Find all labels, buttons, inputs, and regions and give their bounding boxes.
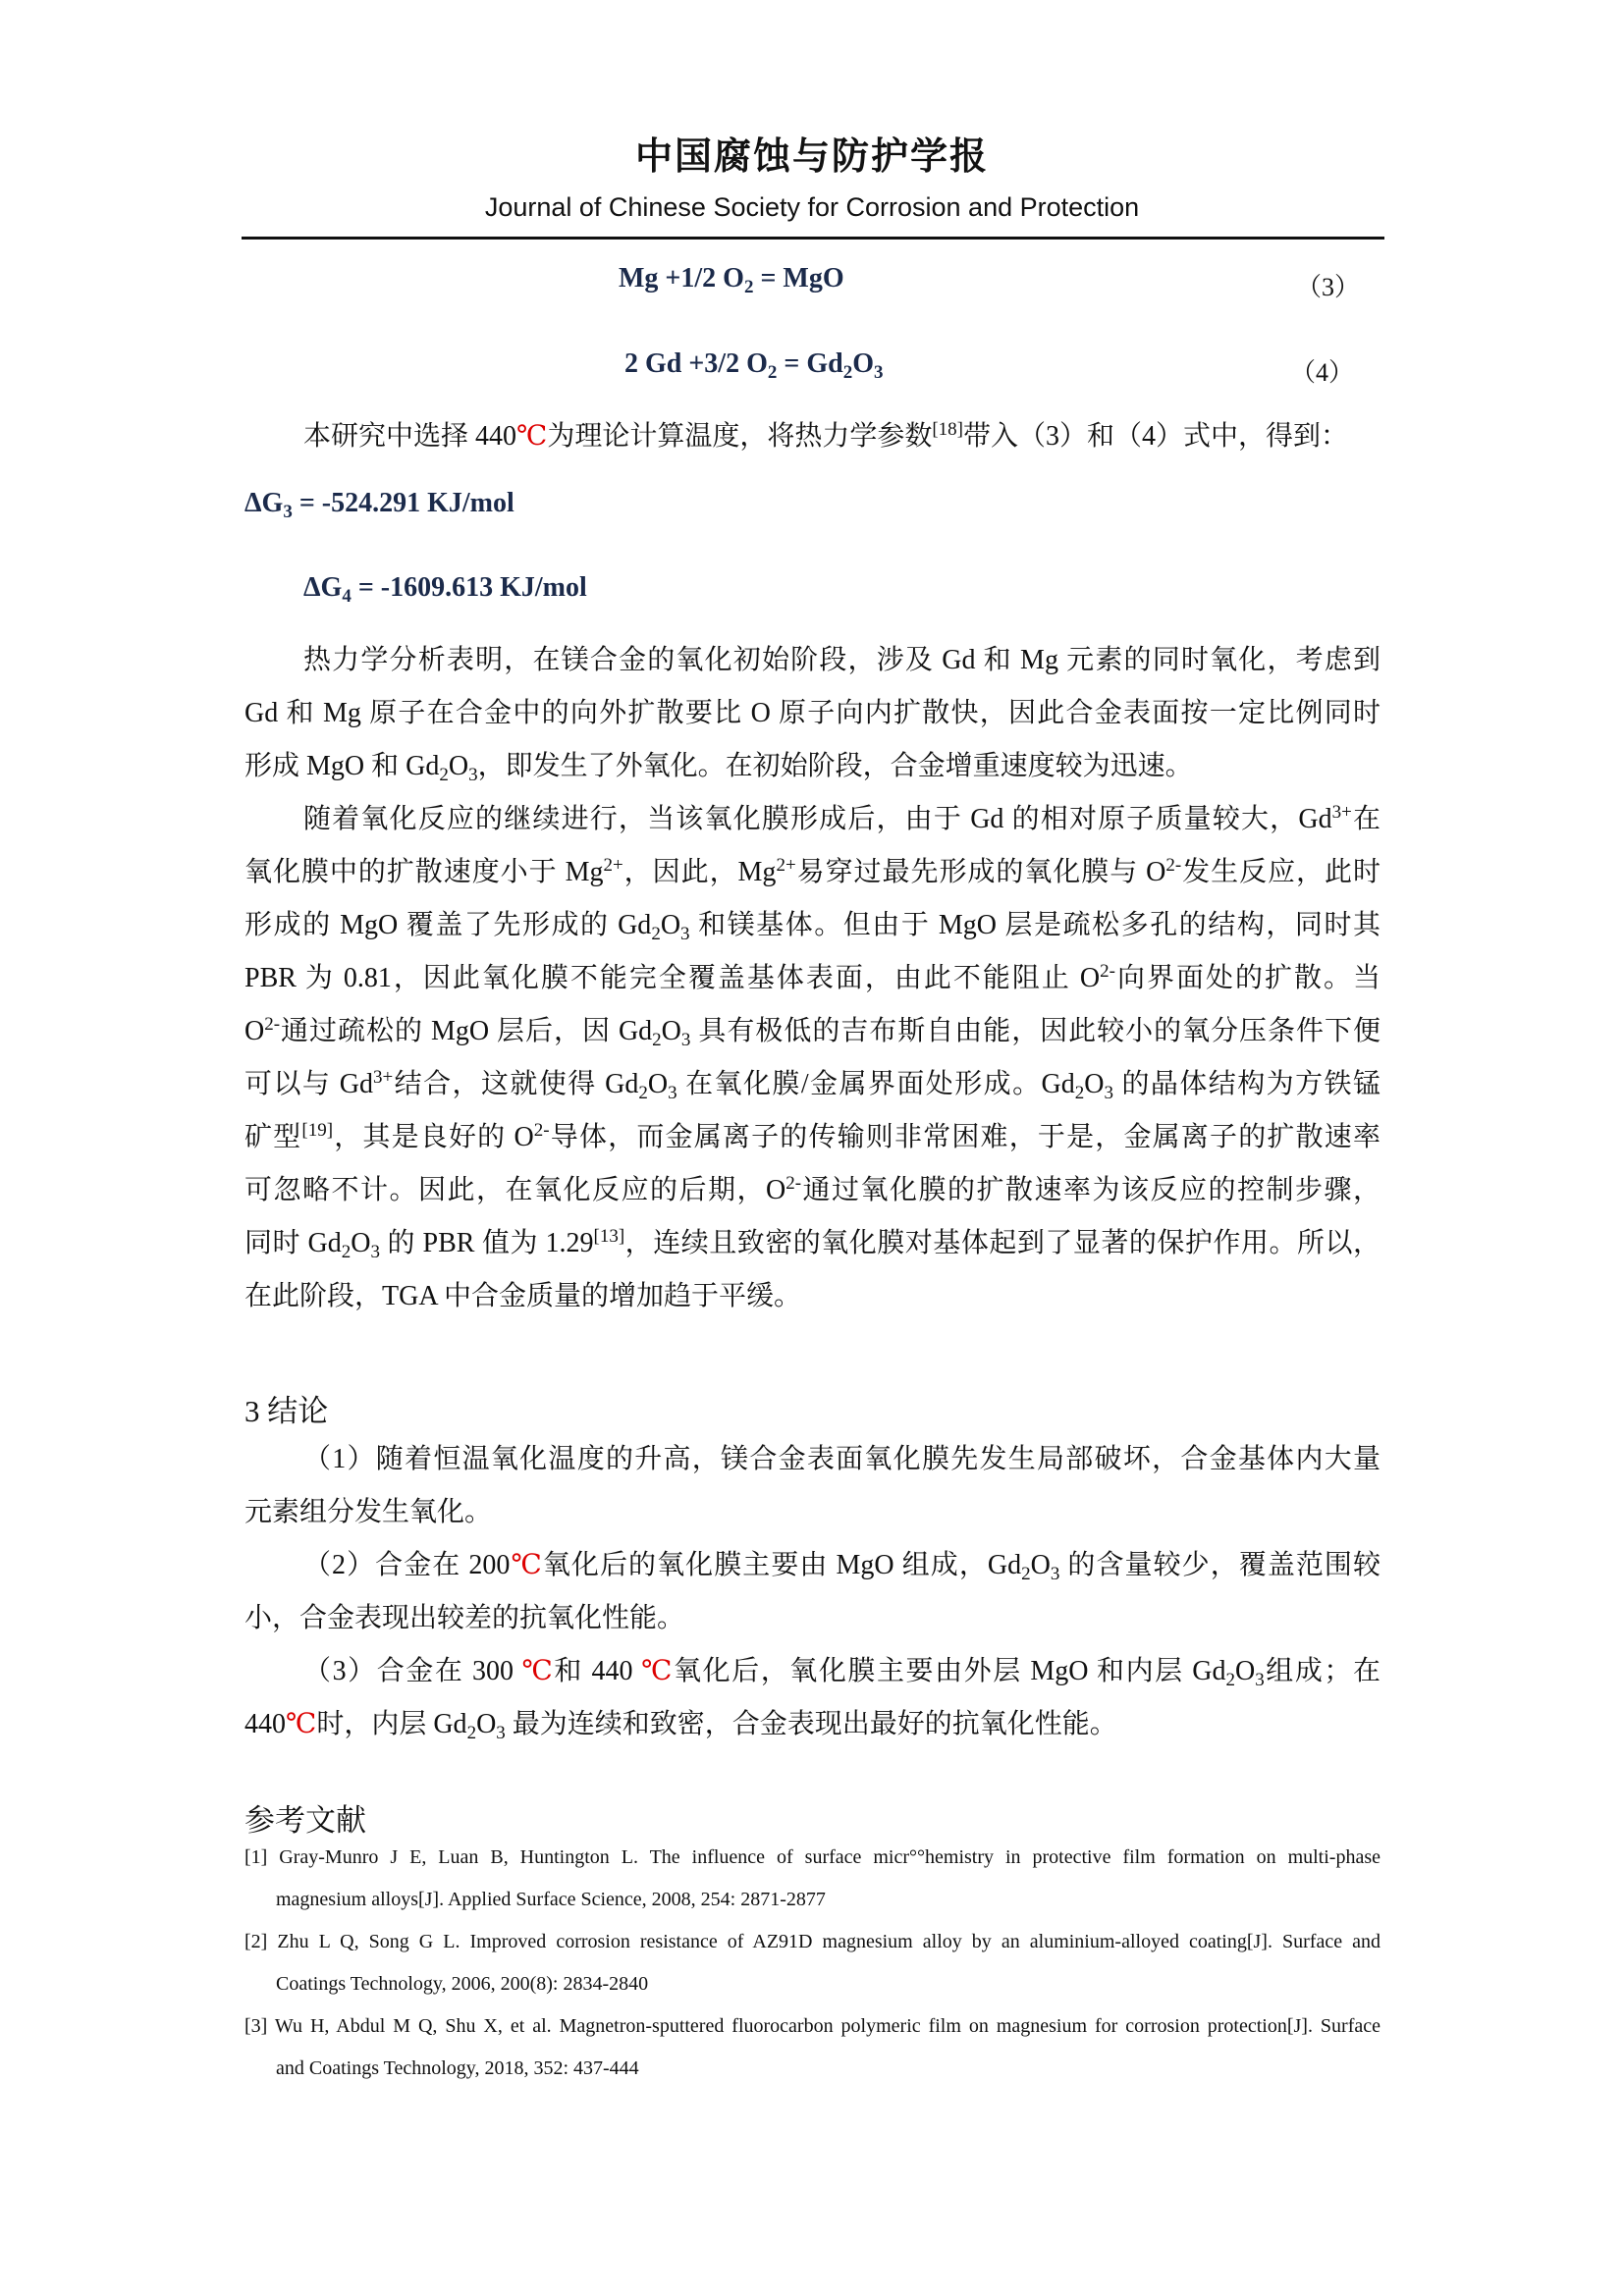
intro-paragraph	[244, 410, 1380, 463]
text-line	[244, 687, 1380, 740]
text-line	[244, 1164, 1380, 1217]
text-line	[244, 634, 1380, 687]
reference-item-3: [3] Wu H, Abdul M Q, Shu X, et al. Magnetron-sputtered fluorocarbon polymeric film on magnesium for corrosion protection[J]. Surface	[244, 2015, 1380, 2037]
text-line	[244, 1698, 1380, 1751]
text-run: O	[647, 1069, 669, 1099]
text-run: 在	[1351, 804, 1380, 834]
text-run: 氧化后，氧化膜主要由外层 MgO 和内层 Gd	[674, 1656, 1226, 1686]
sup-text: 2-	[533, 1120, 550, 1141]
text-run: O	[1084, 1069, 1105, 1099]
reference-item-1: [1] Gray-Munro J E, Luan B, Huntington L. The influence of surface micr°°hemistry in protective film formation on multi-phase	[244, 1846, 1380, 1868]
text-run: = -1609.613 KJ/mol	[351, 572, 587, 603]
text-run: O	[1030, 1550, 1051, 1580]
reference-item-2: [2] Zhu L Q, Song G L. Improved corrosion resistance of AZ91D magnesium alloy by an aluminium-alloyed coating[J]. Surface and	[244, 1931, 1380, 1952]
text-line	[244, 1217, 1380, 1270]
text-run: O	[1234, 1656, 1256, 1686]
text-run: O	[660, 910, 681, 940]
text-run: 带入（3）和（4）式中，得到：	[963, 421, 1349, 452]
sub-text: 3	[1050, 1564, 1060, 1584]
sub-text: 3	[468, 765, 478, 785]
sub-text: 2	[439, 765, 449, 785]
sup-text: 2-	[1100, 961, 1115, 982]
text-line	[244, 1433, 1380, 1486]
sup-text: 2-	[785, 1173, 802, 1194]
degree-symbol: ℃	[510, 1550, 543, 1580]
sub-text: 3	[496, 1723, 506, 1743]
text-line	[244, 1111, 1380, 1164]
text-run: ，即发生了外氧化。在初始阶段，合金增重速度较为迅速。	[477, 751, 1193, 781]
sub-text: 2	[651, 924, 661, 944]
sup-text: 2-	[264, 1014, 281, 1035]
text-run: 和 440	[554, 1656, 642, 1686]
sup-text: [18]	[932, 419, 964, 440]
text-run: 的 PBR 值为 1.29	[380, 1228, 594, 1258]
sub-text: 2	[842, 362, 853, 383]
text-run: 和镁基体。但由于 MgO 层是疏松多孔的结构，同时其	[689, 910, 1380, 940]
text-run: O	[476, 1709, 497, 1739]
text-run: O	[661, 1016, 681, 1046]
text-run: （1）随着恒温氧化温度的升高，镁合金表面氧化膜先发生局部破坏，合金基体内大量	[303, 1444, 1380, 1474]
text-run: Gd 和 Mg 原子在合金中的向外扩散要比 O 原子向内扩散快，因此合金表面按一定比例同时	[244, 698, 1380, 728]
text-run: 可以与 Gd	[244, 1069, 373, 1099]
text-run: 随着氧化反应的继续进行，当该氧化膜形成后，由于 Gd 的相对原子质量较大，Gd	[303, 804, 1332, 834]
text-run: 在氧化膜/金属界面处形成。Gd	[677, 1069, 1075, 1099]
text-run: 在此阶段，TGA 中合金质量的增加趋于平缓。	[244, 1281, 802, 1311]
text-run: 小，合金表现出较差的抗氧化性能。	[244, 1603, 685, 1633]
text-run: 2 Gd +3/2 O	[624, 348, 768, 379]
sub-text: 3	[680, 924, 690, 944]
sub-text: 3	[1104, 1083, 1114, 1103]
equation-3-number: （3）	[1296, 273, 1361, 301]
text-line	[244, 1539, 1380, 1592]
sub-text: 3	[668, 1083, 677, 1103]
text-run: 氧化后的氧化膜主要由 MgO 组成，Gd	[542, 1550, 1022, 1580]
text-line	[244, 899, 1380, 952]
text-run: 通过疏松的 MgO 层后，因 Gd	[280, 1016, 653, 1046]
degree-symbol: ℃	[286, 1709, 317, 1739]
text-run: 发生反应，此时	[1181, 857, 1380, 887]
sub-text: 4	[342, 586, 352, 607]
sup-text: 2+	[776, 855, 796, 876]
text-line	[244, 1645, 1380, 1698]
sub-text: 2	[1225, 1670, 1235, 1690]
text-run: （3）合金在 300	[303, 1656, 522, 1686]
sup-text: 3+	[1331, 802, 1352, 823]
text-run: ，其是良好的 O	[333, 1122, 534, 1152]
delta-g3-result	[244, 488, 514, 522]
sub-text: 2	[341, 1242, 352, 1262]
sub-text: 3	[873, 362, 884, 383]
sub-text: 3	[283, 502, 293, 522]
journal-subtitle: Journal of Chinese Society for Corrosion and Protection	[484, 192, 1140, 222]
text-run: O	[852, 348, 874, 379]
text-line	[244, 1005, 1380, 1058]
text-run: ，因此，Mg	[623, 857, 777, 887]
references-list	[244, 1837, 1380, 2090]
text-run: 结合，这就使得 Gd	[393, 1069, 639, 1099]
sub-text: 3	[680, 1030, 691, 1050]
text-run: O	[351, 1228, 371, 1258]
text-run: PBR 为 0.81，因此氧化膜不能完全覆盖基体表面，由此不能阻止 O	[244, 963, 1101, 993]
sub-text: 2	[652, 1030, 662, 1050]
text-run: 元素组分发生氧化。	[244, 1497, 493, 1527]
text-run: = MgO	[753, 263, 844, 294]
references-heading: 参考文献	[244, 1803, 366, 1838]
sub-text: 2	[1074, 1083, 1085, 1103]
text-run: 导体，而金属离子的传输则非常困难，于是，金属离子的扩散速率	[549, 1122, 1380, 1152]
degree-symbol: ℃	[641, 1656, 674, 1686]
text-line	[244, 793, 1380, 846]
sub-text: 2	[466, 1723, 477, 1743]
degree-symbol: ℃	[521, 1656, 555, 1686]
equation-4-number: （4）	[1290, 358, 1355, 387]
text-run: 的含量较少，覆盖范围较	[1059, 1550, 1380, 1580]
equation-3	[619, 263, 844, 297]
text-line	[244, 1486, 1380, 1539]
text-run: 440	[244, 1709, 286, 1739]
sub-text: 2	[743, 277, 754, 297]
sub-text: 2	[1021, 1564, 1031, 1584]
reference-item-2: Coatings Technology, 2006, 200(8): 2834-2840	[276, 1973, 649, 1995]
text-run: 易穿过最先形成的氧化膜与 O	[795, 857, 1166, 887]
text-line	[244, 952, 1380, 1005]
text-run: 热力学分析表明，在镁合金的氧化初始阶段，涉及 Gd 和 Mg 元素的同时氧化，考虑到	[303, 645, 1380, 675]
text-run: 矿型	[244, 1122, 302, 1152]
text-run: 同时 Gd	[244, 1228, 342, 1258]
text-run: ，连续且致密的氧化膜对基体起到了显著的保护作用。所以，	[624, 1228, 1380, 1258]
text-run: 向界面处的扩散。当	[1114, 963, 1380, 993]
text-run: 本研究中选择 440	[303, 421, 517, 452]
text-run: 形成 MgO 和 Gd	[244, 751, 440, 781]
text-run: O	[244, 1016, 265, 1046]
text-run: Mg +1/2 O	[619, 263, 744, 294]
text-run: 可忽略不计。因此，在氧化反应的后期，O	[244, 1175, 786, 1205]
degree-symbol: ℃	[516, 421, 548, 452]
conclusion-list	[244, 1433, 1380, 1751]
text-run: 为理论计算温度，将热力学参数	[547, 421, 933, 452]
text-line	[244, 1592, 1380, 1645]
sub-text: 2	[638, 1083, 648, 1103]
text-run: 氧化膜中的扩散速度小于 Mg	[244, 857, 604, 887]
reference-item-1: magnesium alloys[J]. Applied Surface Science, 2008, 254: 2871-2877	[276, 1889, 826, 1910]
text-run: 通过氧化膜的扩散速率为该反应的控制步骤，	[801, 1175, 1380, 1205]
text-run: 形成的 MgO 覆盖了先形成的 Gd	[244, 910, 652, 940]
equation-4	[624, 348, 884, 383]
sup-text: 3+	[372, 1067, 394, 1088]
sup-text: 2+	[603, 855, 623, 876]
text-run: = -524.291 KJ/mol	[292, 488, 514, 518]
sub-text: 3	[1255, 1670, 1265, 1690]
text-run: 组成；在	[1264, 1656, 1380, 1686]
conclusion-heading: 3 结论	[244, 1394, 329, 1428]
text-run: （2）合金在 200	[303, 1550, 511, 1580]
text-line	[244, 1270, 1380, 1323]
text-run: O	[448, 751, 469, 781]
text-run: ΔG	[244, 488, 284, 518]
text-line	[244, 1058, 1380, 1111]
sup-text: 2-	[1165, 855, 1182, 876]
text-run: 的晶体结构为方铁锰	[1113, 1069, 1380, 1099]
text-run: = Gd	[777, 348, 843, 379]
reference-item-3: and Coatings Technology, 2018, 352: 437-444	[276, 2057, 639, 2079]
text-run: 时，内层 Gd	[316, 1709, 467, 1739]
text-line	[244, 740, 1380, 793]
text-run: 最为连续和致密，合金表现出最好的抗氧化性能。	[505, 1709, 1117, 1739]
header-rule	[242, 237, 1384, 240]
text-line	[244, 846, 1380, 899]
sup-text: [13]	[593, 1226, 625, 1247]
delta-g4-result	[303, 572, 587, 607]
sub-text: 3	[370, 1242, 380, 1262]
body-text	[244, 634, 1380, 1323]
text-run: ΔG	[303, 572, 343, 603]
sup-text: [19]	[301, 1120, 334, 1141]
text-run: 具有极低的吉布斯自由能，因此较小的氧分压条件下便	[690, 1016, 1380, 1046]
journal-title: 中国腐蚀与防护学报	[634, 134, 989, 178]
sub-text: 2	[767, 362, 778, 383]
